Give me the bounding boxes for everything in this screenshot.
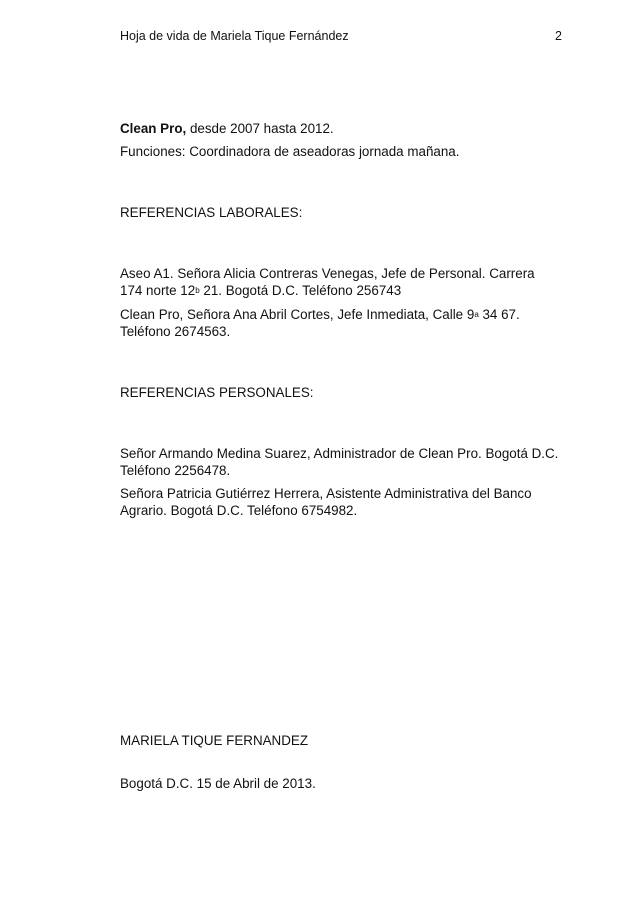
page-number: 2	[555, 29, 562, 43]
personal-reference-2-line-1: Señora Patricia Gutiérrez Herrera, Asistente Administrativa del Banco	[120, 486, 532, 501]
work-reference-2-line-2: Teléfono 2674563.	[120, 324, 231, 339]
work-reference-1-line-2	[120, 283, 401, 299]
work-references-heading: REFERENCIAS LABORALES:	[120, 205, 303, 220]
address-part: Clean Pro, Señora Ana Abril Cortes, Jefe Inmediata, Calle 9	[120, 307, 475, 322]
personal-reference-1-line-1: Señor Armando Medina Suarez, Administrador de Clean Pro. Bogotá D.C.	[120, 446, 559, 461]
address-part: 174 norte 12	[120, 283, 196, 298]
experience-functions: Funciones: Coordinadora de aseadoras jornada mañana.	[120, 144, 460, 159]
signature-name: MARIELA TIQUE FERNANDEZ	[120, 733, 308, 748]
signature-date: Bogotá D.C. 15 de Abril de 2013.	[120, 776, 316, 791]
work-reference-2-line-1	[120, 307, 520, 323]
personal-references-heading: REFERENCIAS PERSONALES:	[120, 385, 314, 400]
header-title: Hoja de vida de Mariela Tique Fernández	[120, 29, 349, 43]
work-reference-1-line-1: Aseo A1. Señora Alicia Contreras Venegas, Jefe de Personal. Carrera	[120, 266, 535, 281]
address-part: 34 67.	[478, 307, 520, 322]
personal-reference-2-line-2: Agrario. Bogotá D.C. Teléfono 6754982.	[120, 503, 358, 518]
experience-line	[120, 121, 334, 137]
address-part: 21. Bogotá D.C. Teléfono 256743	[199, 283, 402, 298]
experience-period: desde 2007 hasta 2012.	[186, 121, 334, 136]
superscript: a	[474, 310, 479, 319]
superscript: b	[195, 286, 200, 295]
company-name: Clean Pro,	[120, 121, 187, 136]
personal-reference-1-line-2: Teléfono 2256478.	[120, 463, 231, 478]
